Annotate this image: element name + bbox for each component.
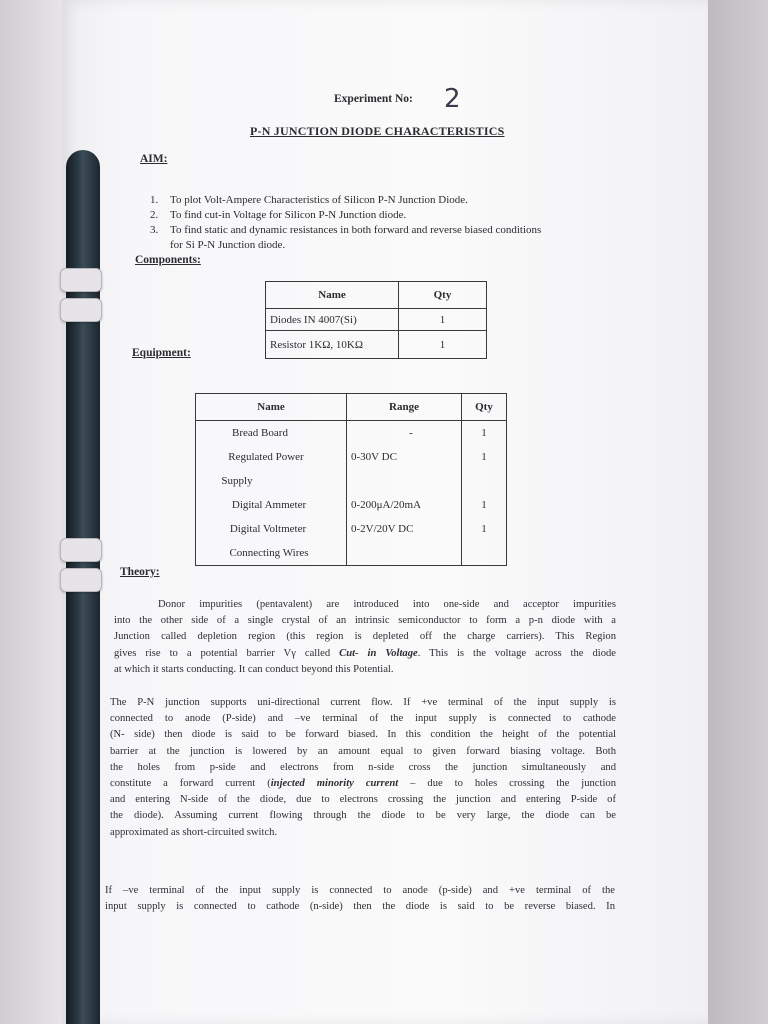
aim-item: 2. To find cut-in Voltage for Silicon P-N Junction diode. bbox=[150, 209, 407, 221]
equipment-table bbox=[195, 393, 507, 566]
list-item: Digital Voltmeter bbox=[229, 523, 307, 535]
column-header: Name bbox=[196, 394, 347, 421]
list-item: 0-200μA/20mA bbox=[351, 499, 422, 511]
list-item bbox=[351, 469, 461, 493]
experiment-number: 2 bbox=[444, 84, 461, 114]
aim-item: 3. To find static and dynamic resistances in both forward and reverse biased conditions bbox=[150, 224, 542, 236]
table-row bbox=[266, 331, 487, 359]
column-header: Qty bbox=[399, 282, 487, 309]
column-header: Qty bbox=[462, 394, 507, 421]
list-item: 1 bbox=[481, 427, 487, 439]
list-item bbox=[462, 541, 506, 565]
list-item: Supply bbox=[221, 475, 253, 487]
theory-paragraph-3: If –ve terminal of the input supply is connected to anode (p-side) and +ve terminal of the input supply is connected to cathode (n-side) then the diode is said to be reverse biased. In bbox=[105, 885, 615, 913]
list-item bbox=[462, 469, 506, 493]
table-cell: 1 bbox=[399, 331, 487, 359]
list-item: - bbox=[409, 427, 413, 439]
theory-paragraph-1: Donor impurities (pentavalent) are introduced into one-side and acceptor impurities into the other side of a single crystal of an intrinsic semiconductor to form a p-n diode with a Junction called depletion region (this region is depleted off the charge carriers). This Region gives rise to a potential barrier Vγ called Cut- in Voltage. This is the voltage across the diode at which it starts conducting. It can conduct beyond this Potential. bbox=[114, 599, 616, 675]
column-header: Range bbox=[347, 394, 462, 421]
aim-item: 1. To plot Volt-Ampere Characteristics of Silicon P-N Junction Diode. bbox=[150, 194, 468, 206]
equipment-qty-cell bbox=[462, 421, 507, 566]
aim-heading: AIM: bbox=[140, 153, 168, 165]
list-item: Bread Board bbox=[232, 427, 288, 439]
page-title: P-N JUNCTION DIODE CHARACTERISTICS bbox=[250, 124, 505, 138]
equipment-names-cell bbox=[196, 421, 347, 566]
column-header: Name bbox=[266, 282, 399, 309]
list-item: Connecting Wires bbox=[229, 547, 309, 559]
table-cell: Diodes IN 4007(Si) bbox=[266, 309, 399, 331]
theory-heading: Theory: bbox=[120, 566, 160, 578]
list-item bbox=[351, 541, 461, 565]
list-item: 1 bbox=[481, 451, 487, 463]
list-item: 0-2V/20V DC bbox=[351, 523, 414, 535]
aim-item-continuation: for Si P-N Junction diode. bbox=[170, 239, 286, 251]
list-item: 0-30V DC bbox=[351, 451, 397, 463]
equipment-ranges-cell bbox=[347, 421, 462, 566]
list-item: 1 bbox=[481, 523, 487, 535]
list-item: 1 bbox=[481, 499, 487, 511]
theory-paragraph-2: The P-N junction supports uni-directional current flow. If +ve terminal of the input supply is connected to anode (P-side) and –ve terminal of the input supply is connected to cathode (N- side) then diode is said to be forward biased. In this condition the height of the potential barrier at the junction is lowered by an amount equal to given forward biasing voltage. Both the holes from p-side and electrons from n-side cross the junction simultaneously and constitute a forward current (injected minority current – due to holes crossing the junction and entering N-side of the diode, due to electrons crossing the junction and entering P-side of the diode). Assuming current flowing through the diode to be very large, the diode can be approximated as short-circuited switch. bbox=[110, 697, 616, 838]
components-table bbox=[265, 281, 487, 359]
table-row bbox=[196, 421, 507, 566]
equipment-heading: Equipment: bbox=[132, 347, 191, 359]
aim-list bbox=[150, 193, 541, 253]
components-heading: Components: bbox=[135, 254, 201, 266]
table-row bbox=[266, 309, 487, 331]
table-cell: Resistor 1KΩ, 10KΩ bbox=[266, 331, 399, 359]
list-item: Regulated Power bbox=[228, 451, 304, 463]
experiment-label: Experiment No: bbox=[334, 93, 413, 105]
list-item: Digital Ammeter bbox=[231, 499, 307, 511]
table-cell: 1 bbox=[399, 309, 487, 331]
